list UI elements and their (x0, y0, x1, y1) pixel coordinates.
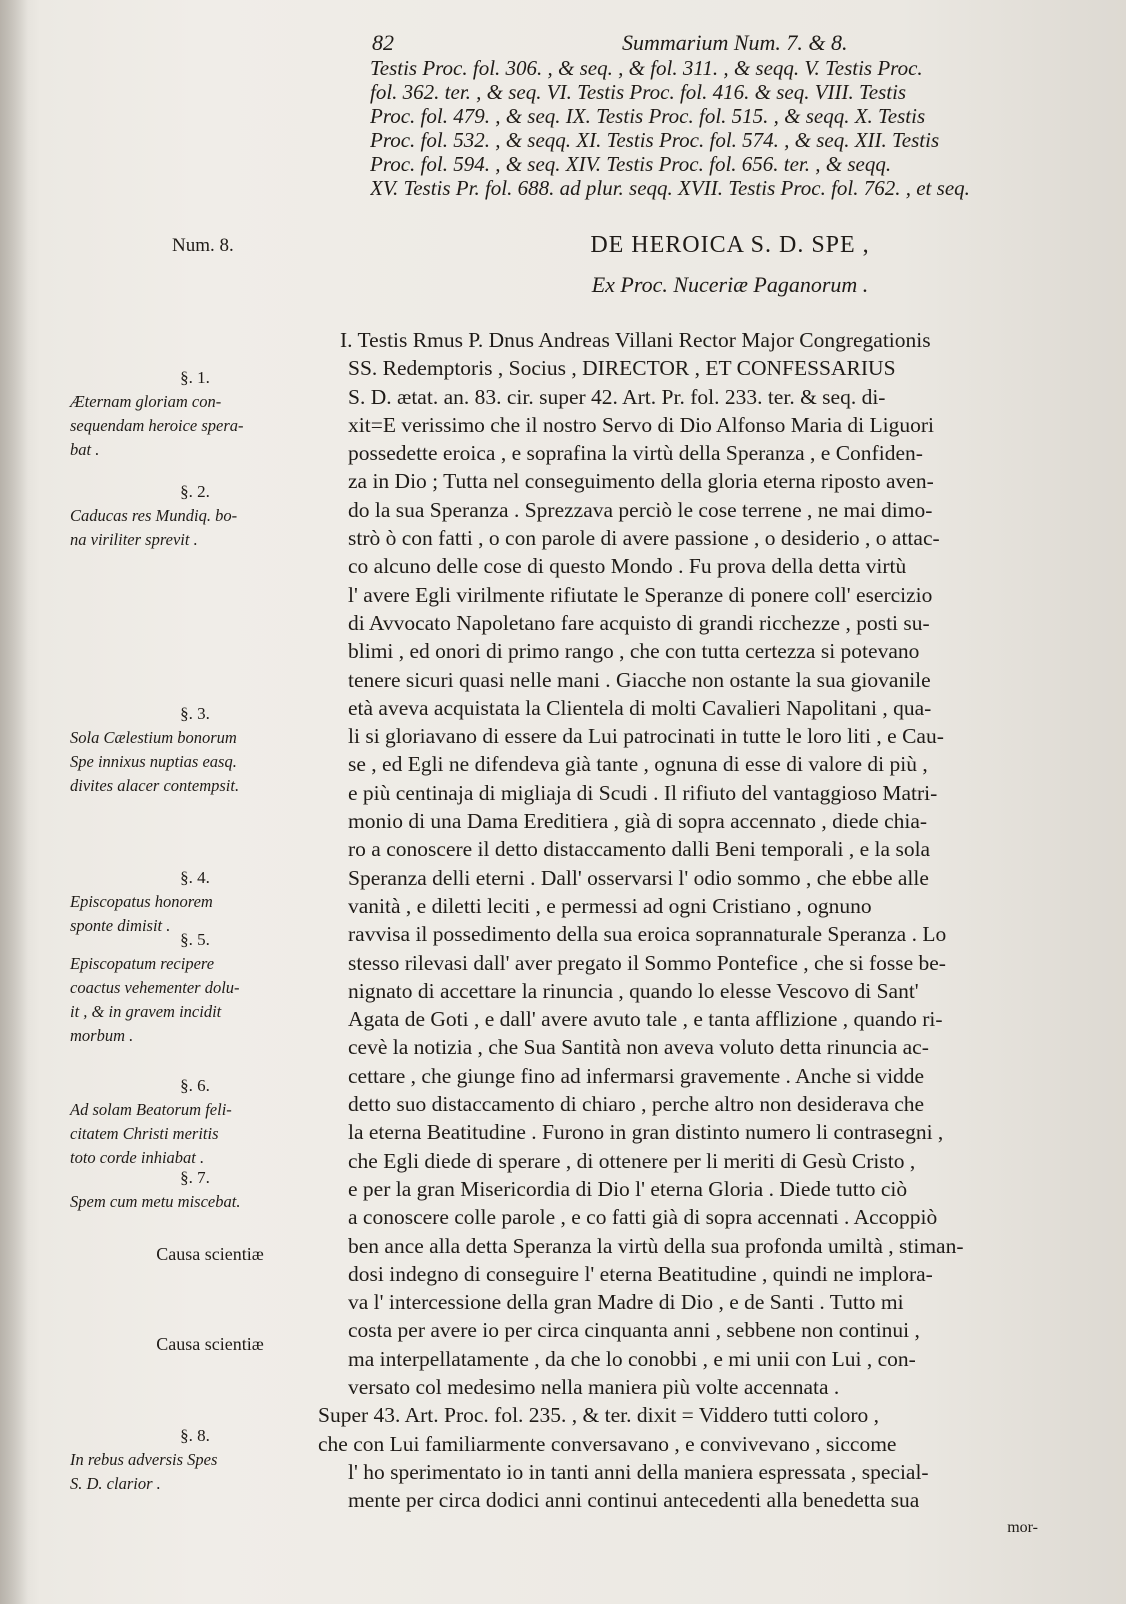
margin-note (70, 1424, 320, 1496)
text-line: li si gloriavano di essere da Lui patrocinati in tutte le loro liti , e Cau- (348, 724, 944, 749)
section-title: DE HEROICA S. D. SPE , (590, 232, 870, 258)
text-line: za in Dio ; Tutta nel conseguimento della gloria eterna riposto aven- (348, 469, 934, 494)
text-line: Super 43. Art. Proc. fol. 235. , & ter. dixit = Viddero tutti coloro , (318, 1403, 880, 1428)
text-line: che con Lui familiarmente conversavano , e convivevano , siccome (318, 1431, 897, 1456)
text-line: ro a conoscere il detto distaccamento dalli Beni temporali , e la sola (348, 837, 931, 862)
causa-scientiae-label: Causa scientiæ (156, 1244, 264, 1264)
text-line: cevè la notizia , che Sua Santità non aveva voluto detta rinuncia ac- (348, 1035, 929, 1060)
reference-line: XV. Testis Pr. fol. 688. ad plur. seqq. XVII. Testis Proc. fol. 762. , et seq. (370, 176, 970, 200)
text-line: xit=E verissimo che il nostro Servo di Dio Alfonso Maria di Liguori (348, 412, 934, 437)
text-line: cettare , che giunge fino ad infermarsi gravemente . Anche si vidde (348, 1063, 925, 1088)
text-line: di Avvocato Napoletano fare acquisto di grandi ricchezze , posti su- (348, 610, 930, 635)
margin-note-line: Ad solam Beatorum feli- (70, 1100, 232, 1119)
text-line: possedette eroica , e soprafina la virtù della Speranza , e Confiden- (348, 441, 923, 466)
margin-section-number: §. 5. (180, 930, 210, 949)
margin-note-line: Episcopatus honorem (70, 892, 213, 911)
text-line: che Egli diede di sperare , di ottenere per li meriti di Gesù Cristo , (348, 1148, 916, 1173)
text-line: co alcuno delle cose di questo Mondo . Fu prova della detta virtù (348, 554, 907, 579)
text-line: detto suo distaccamento di chiaro , perche altro non desiderava che (348, 1092, 925, 1117)
margin-note (70, 480, 320, 552)
margin-note-line: bat . (70, 440, 100, 459)
margin-section-number: §. 4. (180, 868, 210, 887)
text-line: se , ed Egli ne difendeva già tante , ognuna di esse di valore di più , (348, 752, 928, 777)
margin-note-line: it , & in gravem incidit (70, 1002, 222, 1021)
reference-line: Testis Proc. fol. 306. , & seq. , & fol. 311. , & seqq. V. Testis Proc. (370, 56, 923, 80)
text-line: mente per circa dodici anni continui antecedenti alla benedetta sua (348, 1488, 920, 1513)
text-line: strò ò con fatti , o con parole di avere passione , o desiderio , o attac- (348, 526, 940, 551)
margin-note-line: citatem Christi meritis (70, 1124, 219, 1143)
margin-note-line: morbum . (70, 1026, 134, 1045)
margin-section-number: §. 1. (180, 368, 210, 387)
text-line: dosi indegno di conseguire l' eterna Beatitudine , quindi ne implora- (348, 1261, 933, 1286)
main-text (318, 326, 1098, 1543)
text-line: SS. Redemptoris , Socius , DIRECTOR , ET CONFESSARIUS (348, 356, 896, 381)
text-line: versato col medesimo nella maniera più volte accennata . (348, 1374, 840, 1399)
margin-note (70, 1074, 320, 1170)
text-line: a conoscere colle parole , e co fatti già di sopra accennati . Accoppiò (348, 1205, 938, 1230)
text-line: monio di una Dama Ereditiera , già di sopra accennato , diede chia- (348, 809, 928, 834)
text-line: Agata de Goti , e dall' avere avuto tale , e tanta afflizione , quando ri- (348, 1007, 943, 1032)
section-number-label: Num. 8. (172, 235, 234, 256)
margin-section-number: §. 2. (180, 482, 210, 501)
margin-note-line: Æternam gloriam con- (70, 392, 222, 411)
text-line: I. Testis Rmus P. Dnus Andreas Villani Rector Major Congregationis (340, 328, 931, 352)
margin-note-line: Caducas res Mundiq. bo- (70, 506, 238, 525)
running-header (372, 30, 1092, 58)
text-line: vanità , e diletti leciti , e permessi ad ogni Cristiano , ognuno (348, 893, 872, 918)
margin-note (70, 928, 320, 1048)
margin-section-number: §. 7. (180, 1168, 210, 1187)
causa-scientiae-label: Causa scientiæ (156, 1334, 264, 1354)
margin-section-number: §. 3. (180, 704, 210, 723)
text-line: do la sua Speranza . Sprezzava perciò le cose terrene , ne mai dimo- (348, 497, 933, 522)
margin-note (70, 366, 320, 462)
running-title: Summarium Num. 7. & 8. (622, 30, 848, 55)
margin-note-line: In rebus adversis Spes (70, 1450, 218, 1469)
text-line: l' ho sperimentato io in tanti anni della maniera espressata , special- (348, 1459, 929, 1484)
text-line: costa per avere io per circa cinquanta anni , sebbene non continui , (348, 1318, 920, 1343)
text-line: e più centinaja di migliaja di Scudi . Il rifiuto del vantaggioso Matri- (348, 780, 938, 805)
margin-section-number: §. 8. (180, 1426, 210, 1445)
text-line: tenere sicuri quasi nelle mani . Giacche non ostante la sua giovanile (348, 667, 931, 692)
text-line: età aveva acquistata la Clientela di molti Cavalieri Napolitani , qua- (348, 695, 932, 720)
text-line: la eterna Beatitudine . Furono in gran distinto numero li contrasegni , (348, 1120, 944, 1145)
margin-note (70, 702, 320, 798)
margin-note-line: Spem cum metu miscebat. (70, 1192, 241, 1211)
text-line: l' avere Egli virilmente rifiutate le Speranze di ponere coll' esercizio (348, 582, 933, 607)
margin-note-line: coactus vehementer dolu- (70, 978, 240, 997)
text-line: Speranza delli eterni . Dall' osservarsi l' odio sommo , che ebbe alle (348, 865, 929, 890)
text-line: stesso rilevasi dall' aver pregato il Sommo Pontefice , che si fosse be- (348, 950, 946, 975)
margin-note-line: Sola Cælestium bonorum (70, 728, 237, 747)
margin-note-line: Spe innixus nuptias easq. (70, 752, 237, 771)
margin-note-line: sponte dimisit . (70, 916, 171, 935)
text-line: ravvisa il possedimento della sua eroica soprannaturale Speranza . Lo (348, 922, 947, 947)
margin-note-line: divites alacer contempsit. (70, 776, 240, 795)
text-line: ben ance alla detta Speranza la virtù della sua profonda umiltà , stiman- (348, 1233, 964, 1258)
text-line: e per la gran Misericordia di Dio l' eterna Gloria . Diede tutto ciò (348, 1176, 908, 1201)
page-number: 82 (372, 30, 394, 55)
text-line: blimi , ed onori di primo rango , che con tutta certezza si potevano (348, 639, 920, 664)
text-line: nignato di accettare la rinuncia , quando lo elesse Vescovo di Sant' (348, 978, 919, 1003)
reference-line: Proc. fol. 532. , & seqq. XI. Testis Proc. fol. 574. , & seq. XII. Testis (370, 128, 940, 152)
margin-note-line: na viriliter sprevit . (70, 530, 198, 549)
margin-note-line: S. D. clarior . (70, 1474, 161, 1493)
text-line: va l' intercessione della gran Madre di Dio , e de Santi . Tutto mi (348, 1290, 904, 1315)
gutter-shadow (0, 0, 28, 1604)
reference-line: fol. 362. ter. , & seq. VI. Testis Proc. fol. 416. & seq. VIII. Testis (370, 80, 907, 104)
text-line: ma interpellatamente , da che lo conobbi , e mi unii con Lui , con- (348, 1346, 916, 1371)
text-line: S. D. ætat. an. 83. cir. super 42. Art. Pr. fol. 233. ter. & seq. di- (348, 384, 886, 409)
reference-line: Proc. fol. 594. , & seq. XIV. Testis Proc. fol. 656. ter. , & seqq. (370, 152, 892, 176)
margin-section-number: §. 6. (180, 1076, 210, 1095)
margin-note-line: Episcopatum recipere (70, 954, 215, 973)
reference-line: Proc. fol. 479. , & seq. IX. Testis Proc. fol. 515. , & seqq. X. Testis (370, 104, 926, 128)
section-subtitle: Ex Proc. Nuceriæ Paganorum . (591, 272, 869, 297)
margin-note-line: toto corde inhiabat . (70, 1148, 205, 1167)
testimony-references (370, 56, 1095, 200)
margin-note (70, 1166, 320, 1214)
text-line: mor- (1007, 1519, 1038, 1537)
margin-note-line: sequendam heroice spera- (70, 416, 244, 435)
